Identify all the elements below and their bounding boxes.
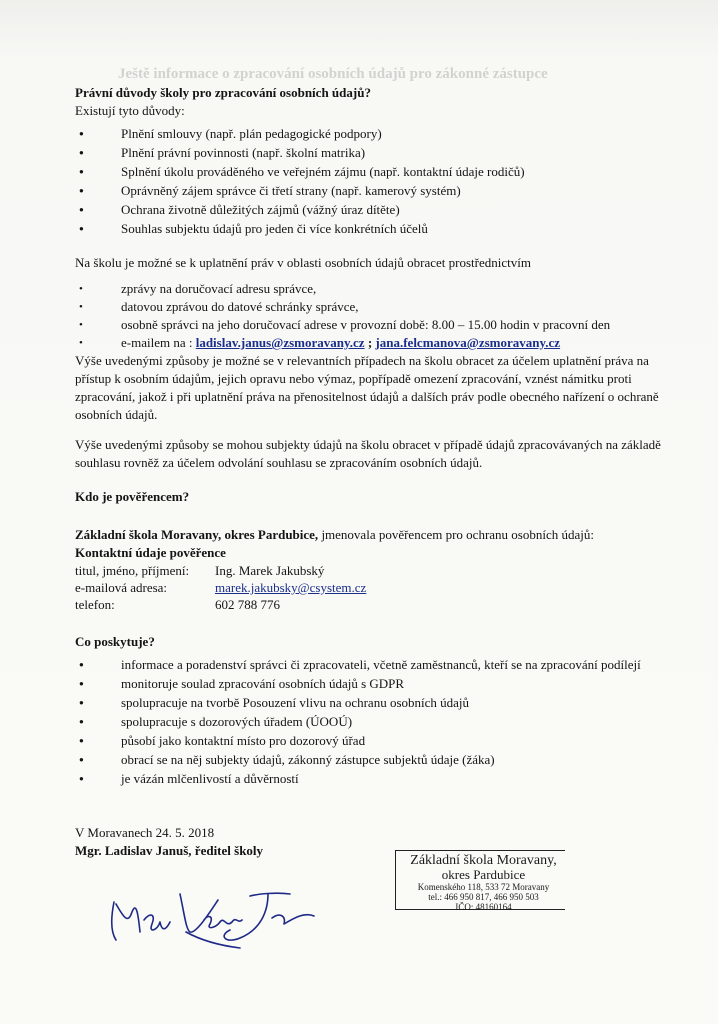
signatory-name: Mgr. Ladislav Januš, ředitel školy (75, 843, 264, 858)
list-item: ● spolupracuje s dozorových úřadem (ÚOOÚ) (75, 712, 675, 731)
school-name: Základní škola Moravany, okres Pardubice, (75, 527, 319, 542)
email-link-director[interactable]: ladislav.janus@zsmoravany.cz (195, 335, 365, 350)
dpo-appointment (75, 526, 675, 544)
contact-label: telefon: (75, 597, 115, 612)
list-item: • osobně správci na jeho doručovací adrese v provozní době: 8.00 – 15.00 hodin v pracovní den (75, 316, 675, 334)
stamp-line: Základní škola Moravany, (410, 853, 557, 868)
list-item: ● Ochrana životně důležitých zájmů (vážný úraz dítěte) (75, 200, 675, 219)
provides-list (75, 655, 675, 788)
email-separator: ; (364, 335, 376, 350)
email-prefix: e-mailem na : (121, 335, 196, 350)
place-date: V Moravanech 24. 5. 2018 (75, 825, 215, 840)
contact-label: titul, jméno, příjmení: (75, 563, 190, 578)
document-body (75, 84, 675, 788)
provides-heading: Co poskytuje? (75, 634, 155, 649)
signature-block (75, 824, 675, 860)
list-item: ● Plnění právní povinnosti (např. školní matrika) (75, 143, 675, 162)
stamp-line: okres Pardubice (441, 867, 526, 882)
dpo-email-link[interactable]: marek.jakubsky@csystem.cz (215, 580, 367, 595)
list-item: ● Souhlas subjektu údajů pro jeden či více konkrétních účelů (75, 219, 675, 238)
appointment-text: jmenovala pověřencem pro ochranu osobních údajů: (318, 527, 594, 542)
list-item: ● spolupracuje na tvorbě Posouzení vlivu na ochranu osobních údajů (75, 693, 675, 712)
contact-row-phone (75, 596, 675, 613)
rights-paragraph-2: Výše uvedenými způsoby se mohou subjekty údajů na školu obracet v případě údajů zpracovávaných na základě souhlasu rovněž za účelem odvolání souhlasu se zpracováním osobních údajů. (75, 437, 661, 470)
dpo-contact-heading: Kontaktní údaje pověřence (75, 545, 226, 560)
bleed-through-title: Ještě informace o zpracování osobních údajů pro zákonné zástupce (118, 66, 548, 82)
school-stamp (395, 850, 565, 910)
legal-grounds-intro: Existují tyto důvody: (75, 103, 185, 118)
handwritten-signature (100, 872, 340, 952)
list-item: ● působí jako kontaktní místo pro dozorový úřad (75, 731, 675, 750)
stamp-line: tel.: 466 950 817, 466 950 503 (428, 892, 539, 902)
contact-value: 602 788 776 (215, 597, 280, 612)
contact-label: e-mailová adresa: (75, 580, 168, 595)
list-item: ● monitoruje soulad zpracování osobních údajů s GDPR (75, 674, 675, 693)
contact-row-email (75, 579, 675, 596)
list-item: ● obrací se na něj subjekty údajů, zákonný zástupce subjektů údaje (žáka) (75, 750, 675, 769)
legal-grounds-heading: Právní důvody školy pro zpracování osobních údajů? (75, 85, 371, 100)
rights-paragraph-1: Výše uvedenými způsoby je možné se v relevantních případech na školu obracet za účelem uplatnění práva na přístup k osobním údajům, jejich opravu nebo výmaz, popřípadě omezení zpracování, vznést námitku proti zpracování, jakož i při uplatnění práva na přenositelnost údajů a dalších práv podle obecného nařízení o ochraně osobních údajů. (75, 353, 659, 422)
list-item: ● je vázán mlčenlivostí a důvěrností (75, 769, 675, 788)
dpo-heading: Kdo je pověřencem? (75, 489, 190, 504)
rights-channels-list (75, 280, 675, 352)
contact-value: Ing. Marek Jakubský (215, 563, 325, 578)
stamp-line: Komenského 118, 533 72 Moravany (417, 882, 550, 892)
list-item: • zprávy na doručovací adresu správce, (75, 280, 675, 298)
rights-intro: Na školu je možné se k uplatnění práv v oblasti osobních údajů obracet prostřednictvím (75, 255, 531, 270)
list-item: ● informace a poradenství správci či zpracovateli, včetně zaměstnanců, kteří se na zpracování podílejí (75, 655, 675, 674)
stamp-line: IČO: 48160164 (455, 902, 512, 912)
list-item-email (75, 334, 675, 352)
list-item: • datovou zprávou do datové schránky správce, (75, 298, 675, 316)
list-item: ● Plnění smlouvy (např. plán pedagogické podpory) (75, 124, 675, 143)
contact-row-name (75, 562, 675, 579)
legal-grounds-list (75, 124, 675, 238)
email-link-deputy[interactable]: jana.felcmanova@zsmoravany.cz (375, 335, 561, 350)
list-item: ● Splnění úkolu prováděného ve veřejném zájmu (např. kontaktní údaje rodičů) (75, 162, 675, 181)
list-item: ● Oprávněný zájem správce či třetí strany (např. kamerový systém) (75, 181, 675, 200)
